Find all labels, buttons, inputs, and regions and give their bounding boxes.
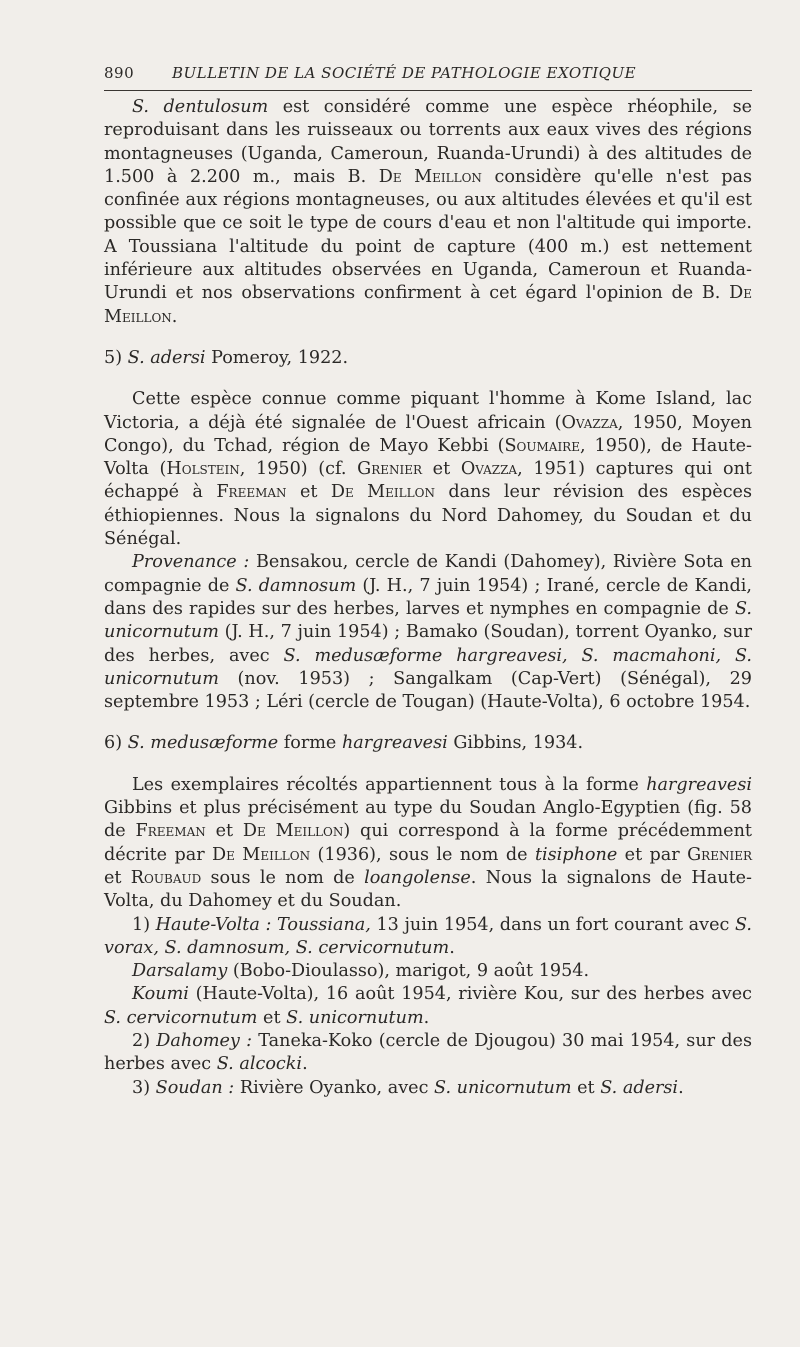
paragraph: Darsalamy (Bobo-Dioulasso), marigot, 9 août 1954. bbox=[132, 961, 590, 982]
section-heading: 6) S. medusæforme forme hargreavesi Gibbins, 1934. bbox=[104, 733, 584, 754]
section-heading: 5) S. adersi Pomeroy, 1922. bbox=[104, 347, 349, 368]
header-rule bbox=[104, 90, 752, 91]
page-number: 890 bbox=[104, 64, 135, 82]
running-header bbox=[104, 64, 752, 88]
body-text bbox=[104, 96, 752, 1100]
paragraph: 2) Dahomey : Taneka-Koko (cercle de Djougou) 30 mai 1954, sur des herbes avec S. alcocki. bbox=[104, 1030, 752, 1075]
journal-title: BULLETIN DE LA SOCIÉTÉ DE PATHOLOGIE EXOTIQUE bbox=[172, 64, 637, 82]
paragraph: Les exemplaires récoltés appartiennent tous à la forme hargreavesi Gibbins et plus précisément au type du Soudan Anglo-Egyptien (fig. 58 de Freeman et De Meillon) qui correspond à la forme précédemment décrite par De Meillon (1936), sous le nom de tisiphone et par Grenier et Roubaud sous le nom de loangolense. Nous la signalons de Haute-Volta, du Dahomey et du Soudan. bbox=[104, 774, 753, 912]
paragraph: 3) Soudan : Rivière Oyanko, avec S. unicornutum et S. adersi. bbox=[132, 1077, 684, 1098]
paragraph: 1) Haute-Volta : Toussiana, 13 juin 1954, dans un fort courant avec S. vorax, S. damnosum, S. cervicornutum. bbox=[104, 914, 752, 958]
paragraph: S. dentulosum est considéré comme une espèce rhéophile, se reproduisant dans les ruisseaux ou torrents aux eaux vives des régions montagneuses (Uganda, Cameroun, Ruanda-Urundi) à des altitudes de 1.500 à 2.200 m., mais B. De Meillon considère qu'elle n'est pas confinée aux régions montagneuses, ou aux altitudes élevées et qu'il est possible que ce soit le type de cours d'eau et non l'altitude qui importe. A Toussiana l'altitude du point de capture (400 m.) est nettement inférieure aux altitudes observées en Uganda, Cameroun et Ruanda-Urundi et nos observations confirment à cet égard l'opinion de B. De Meillon. bbox=[104, 97, 753, 327]
paragraph: Koumi (Haute-Volta), 16 août 1954, rivière Kou, sur des herbes avec S. cervicornutum et S. unicornutum. bbox=[104, 984, 752, 1028]
paragraph: Provenance : Bensakou, cercle de Kandi (Dahomey), Rivière Sota en compagnie de S. damnosum (J. H., 7 juin 1954) ; Irané, cercle de Kandi, dans des rapides sur des herbes, larves et nymphes en compagnie de S. unicornutum (J. H., 7 juin 1954) ; Bamako (Soudan), torrent Oyanko, sur des herbes, avec S. medusæforme hargreavesi, S. macmahoni, S. unicornutum (nov. 1953) ; Sangalkam (Cap-Vert) (Sénégal), 29 septembre 1953 ; Léri (cercle de Tougan) (Haute-Volta), 6 octobre 1954. bbox=[104, 552, 752, 713]
paragraph: Cette espèce connue comme piquant l'homme à Kome Island, lac Victoria, a déjà été signalée de l'Ouest africain (Ovazza, 1950, Moyen Congo), du Tchad, région de Mayo Kebbi (Soumaire, 1950), de Haute-Volta (Holstein, 1950) (cf. Grenier et Ovazza, 1951) captures qui ont échappé à Freeman et De Meillon dans leur révision des espèces éthiopiennes. Nous la signalons du Nord Dahomey, du Soudan et du Sénégal. bbox=[104, 389, 753, 550]
